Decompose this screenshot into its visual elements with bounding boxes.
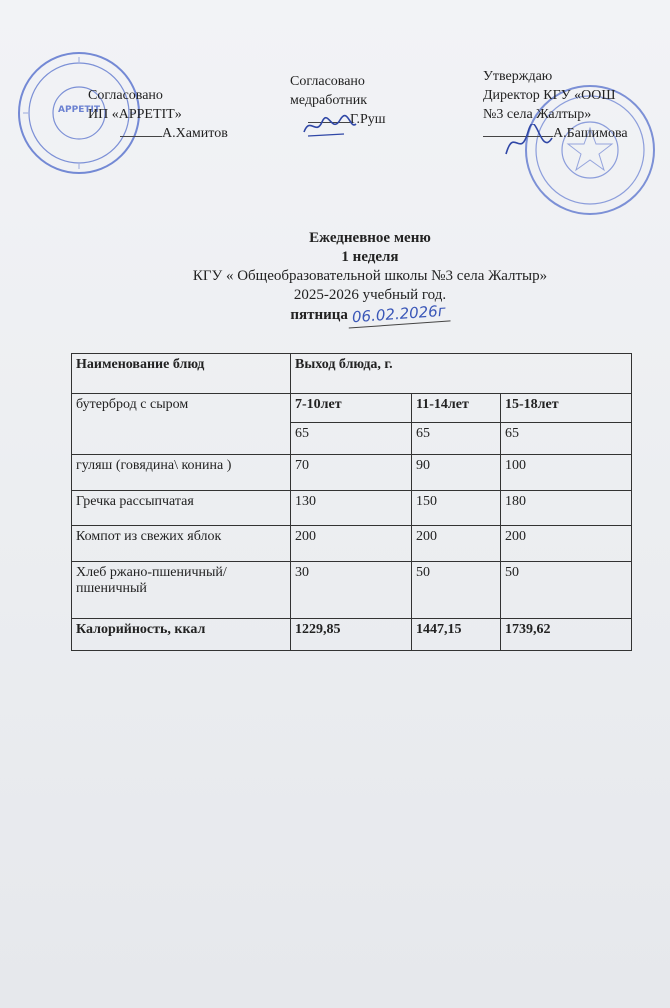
title-day: пятница xyxy=(290,307,348,323)
table-row xyxy=(72,491,632,526)
signature-right xyxy=(500,124,560,164)
calories-cell: 1229,85 xyxy=(291,619,412,651)
table-row xyxy=(72,394,632,423)
dish-name: Гречка рассыпчатая xyxy=(72,491,291,526)
approval-middle-heading: Согласовано xyxy=(290,74,365,89)
svg-text:APPETIT: APPETIT xyxy=(58,105,100,115)
dish-name: бутерброд с сыром xyxy=(72,394,291,455)
calories-cell: 1739,62 xyxy=(501,619,632,651)
portion-cell: 30 xyxy=(291,562,412,619)
portion-cell: 50 xyxy=(501,562,632,619)
age-group: 11-14лет xyxy=(412,394,501,423)
dish-name: Компот из свежих яблок xyxy=(72,526,291,562)
title-menu: Ежедневное меню xyxy=(309,230,431,246)
approval-middle-signer: Г.Руш xyxy=(350,112,386,127)
calories-label: Калорийность, ккал xyxy=(72,619,291,651)
table-row xyxy=(72,562,632,619)
menu-table xyxy=(71,353,632,651)
portion-cell: 90 xyxy=(412,455,501,491)
portion-cell: 50 xyxy=(412,562,501,619)
title-week: 1 неделя xyxy=(341,249,399,265)
col-dish-header: Наименование блюд xyxy=(72,354,291,394)
approval-right-school: №3 села Жалтыр» xyxy=(483,107,592,122)
signature-middle xyxy=(300,112,360,142)
col-portion-header: Выход блюда, г. xyxy=(291,354,632,394)
title-school: КГУ « Общеобразовательной школы №3 села Жалтыр» xyxy=(192,268,548,284)
portion-cell: 100 xyxy=(501,455,632,491)
calories-cell: 1447,15 xyxy=(412,619,501,651)
age-group: 15-18лет xyxy=(501,394,632,423)
dish-name: гуляш (говядина\ конина ) xyxy=(72,455,291,491)
approval-left-signer: А.Хамитов xyxy=(162,126,228,141)
portion-cell: 70 xyxy=(291,455,412,491)
portion-cell: 130 xyxy=(291,491,412,526)
portion-cell: 200 xyxy=(412,526,501,562)
title-year: 2025-2026 учебный год. xyxy=(293,287,447,303)
portion-cell: 200 xyxy=(501,526,632,562)
title-date-handwritten: 06.02.2026г xyxy=(347,301,450,328)
portion-cell: 200 xyxy=(291,526,412,562)
approval-block-left xyxy=(88,86,228,143)
approval-left-company: ИП «APPETIT» xyxy=(88,107,182,122)
age-group: 7-10лет xyxy=(291,394,412,423)
portion-cell: 65 xyxy=(501,423,632,455)
approval-left-heading: Согласовано xyxy=(88,88,163,103)
document-title xyxy=(120,229,620,325)
portion-cell: 150 xyxy=(412,491,501,526)
approval-middle-role: медработник xyxy=(290,93,368,108)
portion-cell: 180 xyxy=(501,491,632,526)
calories-row xyxy=(72,619,632,651)
portion-cell: 65 xyxy=(291,423,412,455)
approval-right-role: Директор КГУ «ООШ xyxy=(483,88,616,103)
table-row xyxy=(72,455,632,491)
portion-cell: 65 xyxy=(412,423,501,455)
dish-name: Хлеб ржано-пшеничный/ пшеничный xyxy=(72,562,291,619)
table-row xyxy=(72,526,632,562)
table-header-row xyxy=(72,354,632,394)
approval-right-heading: Утверждаю xyxy=(483,69,553,84)
approval-right-signer: А.Башимова xyxy=(553,126,628,141)
